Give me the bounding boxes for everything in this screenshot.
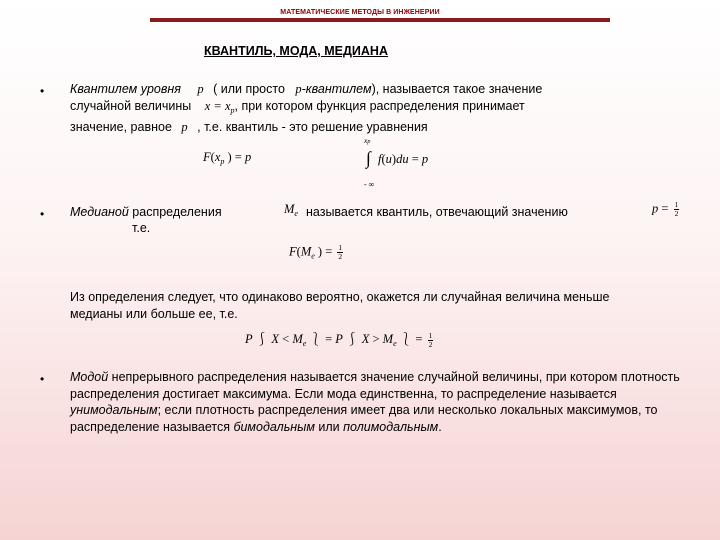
formula-F-Me-eq-half: $F(M_e$ ) = $\frac{1}{2}$	[289, 243, 343, 261]
mode-term: Модой	[70, 370, 109, 384]
formula-F-xp-eq-p: $F(x_p$ ) = p	[203, 150, 252, 166]
quantile-p-symbol: p	[197, 82, 204, 96]
quantile-line-3	[70, 119, 690, 136]
bullet-quantile: •	[40, 84, 45, 98]
mode-text-4: .	[438, 419, 442, 434]
formula-Me: $M_e$	[284, 202, 298, 218]
quantile-line-1	[70, 81, 690, 98]
median-text-2: называется квантиль, отвечающий значению	[306, 205, 568, 219]
mode-text-1: непрерывного распределения называется значение случайной величины, при котором плотность распределения достигает максимума. Если мода единственна, то распределение называется	[70, 370, 680, 401]
formula-integral	[364, 136, 464, 196]
mode-term-bimodal: бимодальным	[233, 419, 315, 434]
quantile-line-3-text: значение, равное	[70, 120, 172, 134]
mode-paragraph	[70, 369, 682, 435]
integrand: f(u)du = p	[378, 152, 429, 166]
quantile-p-symbol-2: p	[295, 82, 302, 96]
quantile-line-2-after: , при котором функция распределения принимает	[234, 98, 525, 113]
mode-term-polymodal: полимодальным	[343, 419, 439, 434]
quantile-line-2	[70, 98, 690, 120]
median-line-1	[70, 204, 222, 221]
quantile-term: Квантилем уровня	[70, 82, 181, 96]
slide-title: КВАНТИЛЬ, МОДА, МЕДИАНА	[204, 44, 388, 58]
header-divider	[150, 18, 610, 22]
quantile-line-2-text: случайной величины	[70, 98, 192, 113]
bullet-median: •	[40, 207, 45, 221]
median-text-1: распределения	[128, 205, 222, 219]
formula-x-eq-xp: $x = x_p$	[204, 98, 235, 115]
median-text-3: т.е.	[132, 221, 151, 235]
quantile-line-3-p: p	[181, 120, 188, 134]
quantile-paragraph	[70, 81, 690, 136]
integral-upper-limit: xp	[364, 136, 371, 145]
formula-p-eq-half: p = $\frac{1}{2}$	[652, 200, 679, 218]
quantile-text-2: ), называется такое значение	[371, 82, 543, 96]
integral-sign: ∫	[366, 148, 371, 168]
mode-text-2: ; если плотность распределения имеет два или несколько локальных максимумов, то распределение называется	[70, 403, 658, 434]
quantile-line-3-after: , т.е. квантиль - это решение уравнения	[193, 120, 428, 134]
median-paragraph: Из определения следует, что одинаково вероятно, окажется ли случайная величина меньше медианы или больше ее, т.е.	[70, 290, 610, 321]
bullet-mode: •	[40, 372, 45, 386]
quantile-term-2: -квантилем	[301, 82, 372, 96]
header-title: МАТЕМАТИЧЕСКИЕ МЕТОДЫ В ИНЖЕНЕРИИ	[280, 9, 440, 16]
mode-text-3: или	[314, 419, 344, 434]
mode-term-unimodal: унимодальным	[70, 403, 158, 417]
integral-lower-limit: - ∞	[364, 180, 375, 189]
formula-probability: P ⎰ $X < M_e$ ⎱ = P ⎰ $X > M_e$ ⎱ = $\frac{1}{2}$	[245, 330, 433, 349]
quantile-text-1: ( или просто	[209, 82, 289, 96]
median-term: Медианой	[70, 205, 129, 219]
